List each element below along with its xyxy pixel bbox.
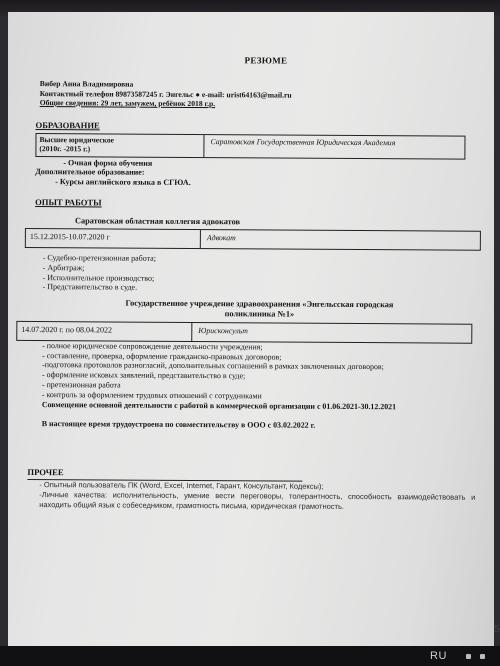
list-item: - претензионная работа <box>41 380 121 390</box>
other-heading: ПРОЧЕЕ <box>27 467 302 481</box>
list-item: - Арбитраж; <box>42 262 85 273</box>
additional-education-heading: Дополнительное образование: <box>35 167 145 178</box>
job-2-organization <box>38 298 480 321</box>
education-institution: Саратовская Государственная Юридическая Академия <box>210 136 396 147</box>
page-number: 5 <box>494 624 500 635</box>
education-level-cell <box>36 134 204 157</box>
tray-icon[interactable] <box>480 654 485 659</box>
resume-title: РЕЗЮМЕ <box>244 55 288 66</box>
list-item: - Опытный пользователь ПК (Word, Excel, Internet, Гарант, Консультант, Кодексы); <box>39 479 324 491</box>
job-2-duties <box>28 341 464 412</box>
contact-line: Контактный телефон 89873587245 г. Энгельс ● e-mail: urist64163@mail.ru <box>39 88 292 100</box>
tray-icon[interactable] <box>466 654 471 659</box>
combination-note: Совмещение основной деятельности с работой в коммерческой организации с 01.06.2021-30.12.2021 <box>41 399 397 411</box>
list-item: - Судебно-претензионная работа; <box>42 253 157 263</box>
job-1-period: 15.12.2015-10.07.2020 г <box>26 229 201 248</box>
job-2-period: 14.07.2020 г. по 08.04.2022 <box>17 322 192 341</box>
current-employment: В настоящее время трудоустроена по совместительству в ООО с 03.02.2022 г. <box>41 419 316 431</box>
job-2-position: Юрисконсульт <box>198 325 248 336</box>
general-info: Общие сведения: 29 лет, замужем, ребёнок 2018 г.р. <box>39 97 216 108</box>
document-page <box>8 12 500 646</box>
education-form: - Очная форма обучения <box>63 157 153 168</box>
list-item: - составление, проверка, оформление гражданско-правовых договоров; <box>42 350 282 362</box>
education-level: Высшее юридическое <box>39 134 115 145</box>
full-name: Вибер Анна Владимировна <box>39 79 134 89</box>
list-item: - Представительство в суде. <box>42 282 138 292</box>
job-2-organization-line-1: Государственное учреждение здравоохранения «Энгельсская городская <box>125 298 394 310</box>
resume-document <box>21 54 482 512</box>
list-item: -подготовка протоколов разногласий, дополнительных соглашений в рамках заключенных договоров; <box>42 360 384 372</box>
job-1-organization: Саратовская областная коллегия адвокатов <box>74 215 241 227</box>
job-1-duties <box>29 253 481 295</box>
list-item: - оформление исковых заявлений, представительство в суде; <box>42 370 246 381</box>
job-1-table <box>25 228 481 251</box>
education-table <box>35 133 465 160</box>
job-2-organization-line-2: поликлиника №1» <box>224 309 295 320</box>
job-1-position: Адвокат <box>206 233 236 243</box>
list-item: - Исполнительное производство; <box>42 272 155 283</box>
personal-info <box>30 79 482 110</box>
additional-education-course: - Курсы английского языка в СГЮА. <box>55 177 191 188</box>
list-item: - полное юридическое сопровождение деятельности учреждения; <box>42 340 263 352</box>
list-item: - контроль за оформлением трудовых отношений с сотрудниками <box>41 389 262 401</box>
list-item: -Личные качества: исполнительность, умение вести переговоры, толерантность, способность взаимодействовать и находить общий язык с собеседником, грамотность письма, юридическая грамотность. <box>39 489 476 511</box>
education-years: (2010г. -2015 г.) <box>39 143 91 154</box>
education-heading: ОБРАЗОВАНИЕ <box>35 120 100 131</box>
taskbar <box>0 646 500 666</box>
experience-heading: ОПЫТ РАБОТЫ <box>35 197 102 208</box>
job-2-table <box>16 321 472 344</box>
other-list <box>27 480 475 512</box>
keyboard-language-indicator[interactable]: RU <box>430 650 447 662</box>
